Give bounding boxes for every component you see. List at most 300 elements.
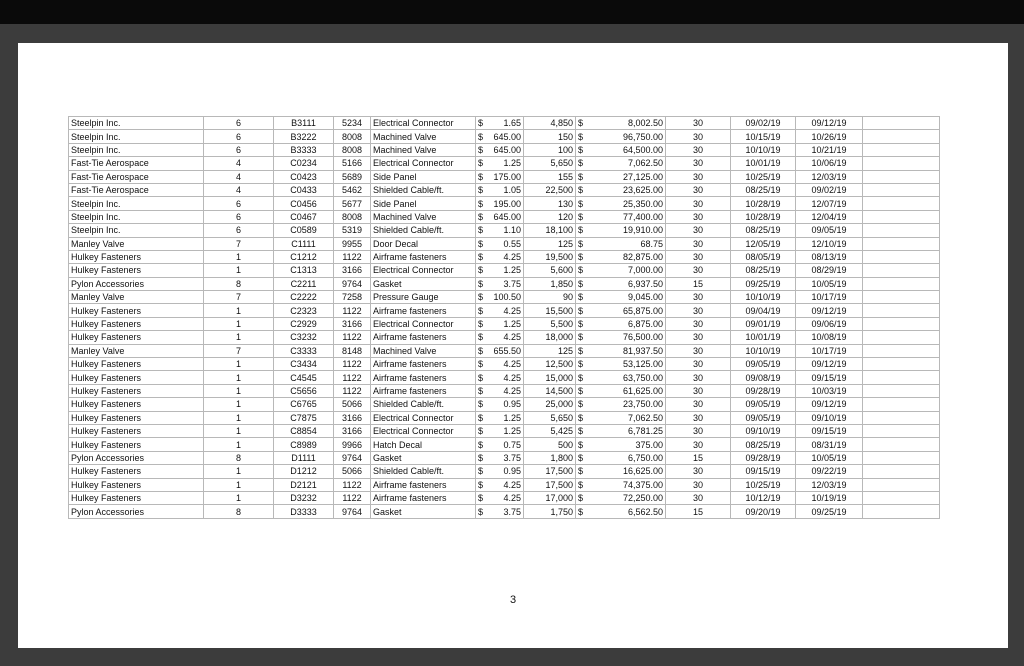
empty-cell	[863, 505, 940, 518]
supplier-cell: Steelpin Inc.	[69, 210, 204, 223]
arrival-date-cell: 09/12/19	[796, 358, 863, 371]
po-number-cell: D2121	[274, 478, 334, 491]
quantity-cell: 4,850	[524, 117, 576, 130]
spreadsheet-table	[68, 116, 940, 519]
empty-cell	[863, 398, 940, 411]
arrival-date-cell: 10/03/19	[796, 384, 863, 397]
order-date-cell: 08/25/19	[731, 224, 796, 237]
supplier-cell: Hulkey Fasteners	[69, 465, 204, 478]
po-number-cell: C5656	[274, 384, 334, 397]
vendor-code-cell: 1	[204, 465, 274, 478]
unit-cost-cell: 3.75	[488, 505, 524, 518]
unit-cost-currency-cell: $	[476, 424, 488, 437]
part-number-cell: 3166	[334, 424, 371, 437]
description-cell: Shielded Cable/ft.	[371, 398, 476, 411]
po-number-cell: D1212	[274, 465, 334, 478]
total-currency-cell: $	[576, 157, 596, 170]
terms-cell: 30	[666, 344, 731, 357]
order-date-cell: 12/05/19	[731, 237, 796, 250]
description-cell: Machined Valve	[371, 130, 476, 143]
quantity-cell: 90	[524, 291, 576, 304]
unit-cost-currency-cell: $	[476, 210, 488, 223]
empty-cell	[863, 384, 940, 397]
description-cell: Electrical Connector	[371, 264, 476, 277]
total-cost-cell: 64,500.00	[596, 143, 666, 156]
table-row	[69, 224, 940, 237]
unit-cost-currency-cell: $	[476, 237, 488, 250]
table-body	[69, 117, 940, 519]
terms-cell: 30	[666, 183, 731, 196]
order-date-cell: 10/10/19	[731, 344, 796, 357]
quantity-cell: 18,000	[524, 331, 576, 344]
table-row	[69, 465, 940, 478]
quantity-cell: 25,000	[524, 398, 576, 411]
total-currency-cell: $	[576, 505, 596, 518]
po-number-cell: C0234	[274, 157, 334, 170]
total-cost-cell: 25,350.00	[596, 197, 666, 210]
unit-cost-cell: 0.95	[488, 398, 524, 411]
total-currency-cell: $	[576, 291, 596, 304]
quantity-cell: 15,500	[524, 304, 576, 317]
order-date-cell: 10/10/19	[731, 291, 796, 304]
po-number-cell: C2929	[274, 317, 334, 330]
order-date-cell: 10/12/19	[731, 491, 796, 504]
total-cost-cell: 375.00	[596, 438, 666, 451]
vendor-code-cell: 8	[204, 277, 274, 290]
total-currency-cell: $	[576, 411, 596, 424]
terms-cell: 30	[666, 264, 731, 277]
total-cost-cell: 23,625.00	[596, 183, 666, 196]
order-date-cell: 09/05/19	[731, 398, 796, 411]
order-date-cell: 10/25/19	[731, 170, 796, 183]
total-currency-cell: $	[576, 224, 596, 237]
po-number-cell: C0467	[274, 210, 334, 223]
po-number-cell: B3222	[274, 130, 334, 143]
order-date-cell: 10/28/19	[731, 197, 796, 210]
empty-cell	[863, 237, 940, 250]
unit-cost-currency-cell: $	[476, 304, 488, 317]
unit-cost-currency-cell: $	[476, 183, 488, 196]
order-date-cell: 09/28/19	[731, 384, 796, 397]
total-cost-cell: 81,937.50	[596, 344, 666, 357]
empty-cell	[863, 197, 940, 210]
supplier-cell: Steelpin Inc.	[69, 197, 204, 210]
quantity-cell: 17,000	[524, 491, 576, 504]
unit-cost-cell: 1.25	[488, 317, 524, 330]
quantity-cell: 12,500	[524, 358, 576, 371]
vendor-code-cell: 6	[204, 143, 274, 156]
part-number-cell: 5066	[334, 398, 371, 411]
arrival-date-cell: 12/03/19	[796, 170, 863, 183]
terms-cell: 30	[666, 424, 731, 437]
unit-cost-currency-cell: $	[476, 250, 488, 263]
total-cost-cell: 61,625.00	[596, 384, 666, 397]
part-number-cell: 1122	[334, 491, 371, 504]
unit-cost-currency-cell: $	[476, 451, 488, 464]
unit-cost-cell: 4.25	[488, 250, 524, 263]
part-number-cell: 5066	[334, 465, 371, 478]
empty-cell	[863, 210, 940, 223]
table-row	[69, 304, 940, 317]
quantity-cell: 155	[524, 170, 576, 183]
order-date-cell: 09/28/19	[731, 451, 796, 464]
description-cell: Machined Valve	[371, 143, 476, 156]
total-cost-cell: 96,750.00	[596, 130, 666, 143]
total-currency-cell: $	[576, 210, 596, 223]
supplier-cell: Hulkey Fasteners	[69, 384, 204, 397]
terms-cell: 30	[666, 117, 731, 130]
order-date-cell: 09/01/19	[731, 317, 796, 330]
unit-cost-currency-cell: $	[476, 264, 488, 277]
unit-cost-currency-cell: $	[476, 143, 488, 156]
unit-cost-cell: 645.00	[488, 210, 524, 223]
po-number-cell: C1111	[274, 237, 334, 250]
part-number-cell: 1122	[334, 358, 371, 371]
total-cost-cell: 23,750.00	[596, 398, 666, 411]
quantity-cell: 1,800	[524, 451, 576, 464]
terms-cell: 30	[666, 250, 731, 263]
quantity-cell: 150	[524, 130, 576, 143]
table-row	[69, 344, 940, 357]
arrival-date-cell: 10/26/19	[796, 130, 863, 143]
po-number-cell: D1111	[274, 451, 334, 464]
quantity-cell: 5,425	[524, 424, 576, 437]
terms-cell: 30	[666, 411, 731, 424]
empty-cell	[863, 117, 940, 130]
terms-cell: 30	[666, 491, 731, 504]
total-currency-cell: $	[576, 371, 596, 384]
vendor-code-cell: 1	[204, 304, 274, 317]
total-cost-cell: 7,062.50	[596, 157, 666, 170]
quantity-cell: 19,500	[524, 250, 576, 263]
table-row	[69, 478, 940, 491]
total-cost-cell: 7,000.00	[596, 264, 666, 277]
order-date-cell: 09/05/19	[731, 358, 796, 371]
vendor-code-cell: 6	[204, 224, 274, 237]
arrival-date-cell: 08/31/19	[796, 438, 863, 451]
unit-cost-cell: 1.25	[488, 157, 524, 170]
description-cell: Electrical Connector	[371, 157, 476, 170]
terms-cell: 30	[666, 170, 731, 183]
total-cost-cell: 7,062.50	[596, 411, 666, 424]
vendor-code-cell: 1	[204, 264, 274, 277]
description-cell: Shielded Cable/ft.	[371, 183, 476, 196]
unit-cost-currency-cell: $	[476, 465, 488, 478]
arrival-date-cell: 10/21/19	[796, 143, 863, 156]
unit-cost-currency-cell: $	[476, 291, 488, 304]
description-cell: Shielded Cable/ft.	[371, 465, 476, 478]
total-currency-cell: $	[576, 277, 596, 290]
total-currency-cell: $	[576, 331, 596, 344]
unit-cost-cell: 195.00	[488, 197, 524, 210]
arrival-date-cell: 12/04/19	[796, 210, 863, 223]
total-cost-cell: 72,250.00	[596, 491, 666, 504]
unit-cost-cell: 1.05	[488, 183, 524, 196]
arrival-date-cell: 09/02/19	[796, 183, 863, 196]
unit-cost-cell: 4.25	[488, 384, 524, 397]
vendor-code-cell: 1	[204, 358, 274, 371]
po-number-cell: C8854	[274, 424, 334, 437]
description-cell: Airframe fasteners	[371, 478, 476, 491]
terms-cell: 30	[666, 130, 731, 143]
terms-cell: 30	[666, 157, 731, 170]
empty-cell	[863, 130, 940, 143]
part-number-cell: 8008	[334, 143, 371, 156]
total-cost-cell: 8,002.50	[596, 117, 666, 130]
vendor-code-cell: 1	[204, 438, 274, 451]
part-number-cell: 9764	[334, 505, 371, 518]
unit-cost-currency-cell: $	[476, 197, 488, 210]
quantity-cell: 1,850	[524, 277, 576, 290]
quantity-cell: 18,100	[524, 224, 576, 237]
total-cost-cell: 63,750.00	[596, 371, 666, 384]
vendor-code-cell: 6	[204, 130, 274, 143]
table-row	[69, 491, 940, 504]
table-row	[69, 291, 940, 304]
quantity-cell: 125	[524, 237, 576, 250]
unit-cost-currency-cell: $	[476, 117, 488, 130]
total-currency-cell: $	[576, 358, 596, 371]
unit-cost-cell: 4.25	[488, 331, 524, 344]
order-date-cell: 09/20/19	[731, 505, 796, 518]
arrival-date-cell: 10/05/19	[796, 277, 863, 290]
description-cell: Shielded Cable/ft.	[371, 224, 476, 237]
po-number-cell: C2323	[274, 304, 334, 317]
description-cell: Gasket	[371, 505, 476, 518]
part-number-cell: 5677	[334, 197, 371, 210]
arrival-date-cell: 12/03/19	[796, 478, 863, 491]
description-cell: Machined Valve	[371, 210, 476, 223]
arrival-date-cell: 08/29/19	[796, 264, 863, 277]
part-number-cell: 8008	[334, 210, 371, 223]
description-cell: Door Decal	[371, 237, 476, 250]
supplier-cell: Pylon Accessories	[69, 451, 204, 464]
terms-cell: 15	[666, 277, 731, 290]
po-number-cell: C2222	[274, 291, 334, 304]
unit-cost-currency-cell: $	[476, 438, 488, 451]
order-date-cell: 08/05/19	[731, 250, 796, 263]
unit-cost-currency-cell: $	[476, 317, 488, 330]
arrival-date-cell: 10/17/19	[796, 291, 863, 304]
quantity-cell: 17,500	[524, 478, 576, 491]
quantity-cell: 5,500	[524, 317, 576, 330]
supplier-cell: Hulkey Fasteners	[69, 317, 204, 330]
part-number-cell: 9764	[334, 277, 371, 290]
empty-cell	[863, 465, 940, 478]
empty-cell	[863, 451, 940, 464]
total-cost-cell: 6,750.00	[596, 451, 666, 464]
quantity-cell: 15,000	[524, 371, 576, 384]
page-number: 3	[509, 594, 517, 606]
unit-cost-cell: 655.50	[488, 344, 524, 357]
description-cell: Airframe fasteners	[371, 371, 476, 384]
supplier-cell: Hulkey Fasteners	[69, 304, 204, 317]
unit-cost-cell: 4.25	[488, 371, 524, 384]
unit-cost-currency-cell: $	[476, 277, 488, 290]
total-currency-cell: $	[576, 197, 596, 210]
vendor-code-cell: 4	[204, 170, 274, 183]
table-row	[69, 411, 940, 424]
arrival-date-cell: 10/06/19	[796, 157, 863, 170]
terms-cell: 30	[666, 478, 731, 491]
table-row	[69, 170, 940, 183]
part-number-cell: 1122	[334, 331, 371, 344]
description-cell: Airframe fasteners	[371, 358, 476, 371]
order-date-cell: 09/02/19	[731, 117, 796, 130]
vendor-code-cell: 1	[204, 250, 274, 263]
total-currency-cell: $	[576, 304, 596, 317]
description-cell: Electrical Connector	[371, 317, 476, 330]
total-currency-cell: $	[576, 264, 596, 277]
total-currency-cell: $	[576, 451, 596, 464]
order-date-cell: 10/01/19	[731, 331, 796, 344]
order-date-cell: 09/15/19	[731, 465, 796, 478]
empty-cell	[863, 170, 940, 183]
unit-cost-cell: 3.75	[488, 451, 524, 464]
po-number-cell: D3232	[274, 491, 334, 504]
supplier-cell: Manley Valve	[69, 291, 204, 304]
empty-cell	[863, 264, 940, 277]
unit-cost-cell: 1.25	[488, 264, 524, 277]
unit-cost-cell: 1.65	[488, 117, 524, 130]
part-number-cell: 8148	[334, 344, 371, 357]
empty-cell	[863, 424, 940, 437]
quantity-cell: 100	[524, 143, 576, 156]
vendor-code-cell: 1	[204, 411, 274, 424]
order-date-cell: 10/15/19	[731, 130, 796, 143]
part-number-cell: 1122	[334, 250, 371, 263]
top-bar	[0, 0, 1024, 24]
vendor-code-cell: 1	[204, 384, 274, 397]
description-cell: Airframe fasteners	[371, 384, 476, 397]
unit-cost-cell: 0.95	[488, 465, 524, 478]
unit-cost-currency-cell: $	[476, 358, 488, 371]
arrival-date-cell: 09/25/19	[796, 505, 863, 518]
empty-cell	[863, 344, 940, 357]
arrival-date-cell: 12/10/19	[796, 237, 863, 250]
unit-cost-currency-cell: $	[476, 411, 488, 424]
description-cell: Hatch Decal	[371, 438, 476, 451]
po-number-cell: B3333	[274, 143, 334, 156]
po-number-cell: C6765	[274, 398, 334, 411]
terms-cell: 30	[666, 224, 731, 237]
table-row	[69, 117, 940, 130]
terms-cell: 30	[666, 384, 731, 397]
empty-cell	[863, 358, 940, 371]
unit-cost-currency-cell: $	[476, 130, 488, 143]
po-number-cell: C0433	[274, 183, 334, 196]
unit-cost-currency-cell: $	[476, 398, 488, 411]
arrival-date-cell: 09/05/19	[796, 224, 863, 237]
quantity-cell: 5,650	[524, 411, 576, 424]
terms-cell: 30	[666, 197, 731, 210]
empty-cell	[863, 183, 940, 196]
po-number-cell: C1212	[274, 250, 334, 263]
quantity-cell: 500	[524, 438, 576, 451]
part-number-cell: 1122	[334, 304, 371, 317]
description-cell: Airframe fasteners	[371, 250, 476, 263]
vendor-code-cell: 1	[204, 491, 274, 504]
total-currency-cell: $	[576, 183, 596, 196]
description-cell: Electrical Connector	[371, 117, 476, 130]
supplier-cell: Hulkey Fasteners	[69, 264, 204, 277]
arrival-date-cell: 09/12/19	[796, 117, 863, 130]
part-number-cell: 9966	[334, 438, 371, 451]
unit-cost-cell: 175.00	[488, 170, 524, 183]
unit-cost-cell: 1.25	[488, 411, 524, 424]
total-currency-cell: $	[576, 170, 596, 183]
total-currency-cell: $	[576, 491, 596, 504]
order-date-cell: 08/25/19	[731, 183, 796, 196]
quantity-cell: 5,600	[524, 264, 576, 277]
po-number-cell: C8989	[274, 438, 334, 451]
arrival-date-cell: 09/15/19	[796, 424, 863, 437]
vendor-code-cell: 7	[204, 291, 274, 304]
table-row	[69, 505, 940, 518]
supplier-cell: Hulkey Fasteners	[69, 331, 204, 344]
po-number-cell: C2211	[274, 277, 334, 290]
supplier-cell: Hulkey Fasteners	[69, 491, 204, 504]
terms-cell: 30	[666, 438, 731, 451]
supplier-cell: Hulkey Fasteners	[69, 438, 204, 451]
unit-cost-cell: 1.10	[488, 224, 524, 237]
terms-cell: 30	[666, 143, 731, 156]
total-currency-cell: $	[576, 398, 596, 411]
terms-cell: 30	[666, 331, 731, 344]
empty-cell	[863, 491, 940, 504]
order-date-cell: 09/04/19	[731, 304, 796, 317]
po-number-cell: C1313	[274, 264, 334, 277]
empty-cell	[863, 277, 940, 290]
description-cell: Airframe fasteners	[371, 331, 476, 344]
table-row	[69, 183, 940, 196]
terms-cell: 15	[666, 505, 731, 518]
order-date-cell: 09/05/19	[731, 411, 796, 424]
description-cell: Pressure Gauge	[371, 291, 476, 304]
supplier-cell: Pylon Accessories	[69, 277, 204, 290]
unit-cost-currency-cell: $	[476, 491, 488, 504]
arrival-date-cell: 10/05/19	[796, 451, 863, 464]
terms-cell: 30	[666, 237, 731, 250]
unit-cost-cell: 1.25	[488, 424, 524, 437]
total-cost-cell: 76,500.00	[596, 331, 666, 344]
order-date-cell: 09/25/19	[731, 277, 796, 290]
unit-cost-cell: 0.75	[488, 438, 524, 451]
po-number-cell: C0456	[274, 197, 334, 210]
vendor-code-cell: 1	[204, 331, 274, 344]
supplier-cell: Hulkey Fasteners	[69, 371, 204, 384]
terms-cell: 30	[666, 304, 731, 317]
arrival-date-cell: 09/10/19	[796, 411, 863, 424]
description-cell: Airframe fasteners	[371, 491, 476, 504]
vendor-code-cell: 7	[204, 237, 274, 250]
vendor-code-cell: 6	[204, 197, 274, 210]
empty-cell	[863, 224, 940, 237]
empty-cell	[863, 250, 940, 263]
order-date-cell: 08/25/19	[731, 264, 796, 277]
vendor-code-cell: 4	[204, 183, 274, 196]
empty-cell	[863, 478, 940, 491]
order-date-cell: 09/08/19	[731, 371, 796, 384]
table-row	[69, 143, 940, 156]
table-row	[69, 331, 940, 344]
part-number-cell: 5689	[334, 170, 371, 183]
supplier-cell: Hulkey Fasteners	[69, 411, 204, 424]
po-number-cell: C0423	[274, 170, 334, 183]
empty-cell	[863, 143, 940, 156]
order-date-cell: 08/25/19	[731, 438, 796, 451]
vendor-code-cell: 6	[204, 210, 274, 223]
